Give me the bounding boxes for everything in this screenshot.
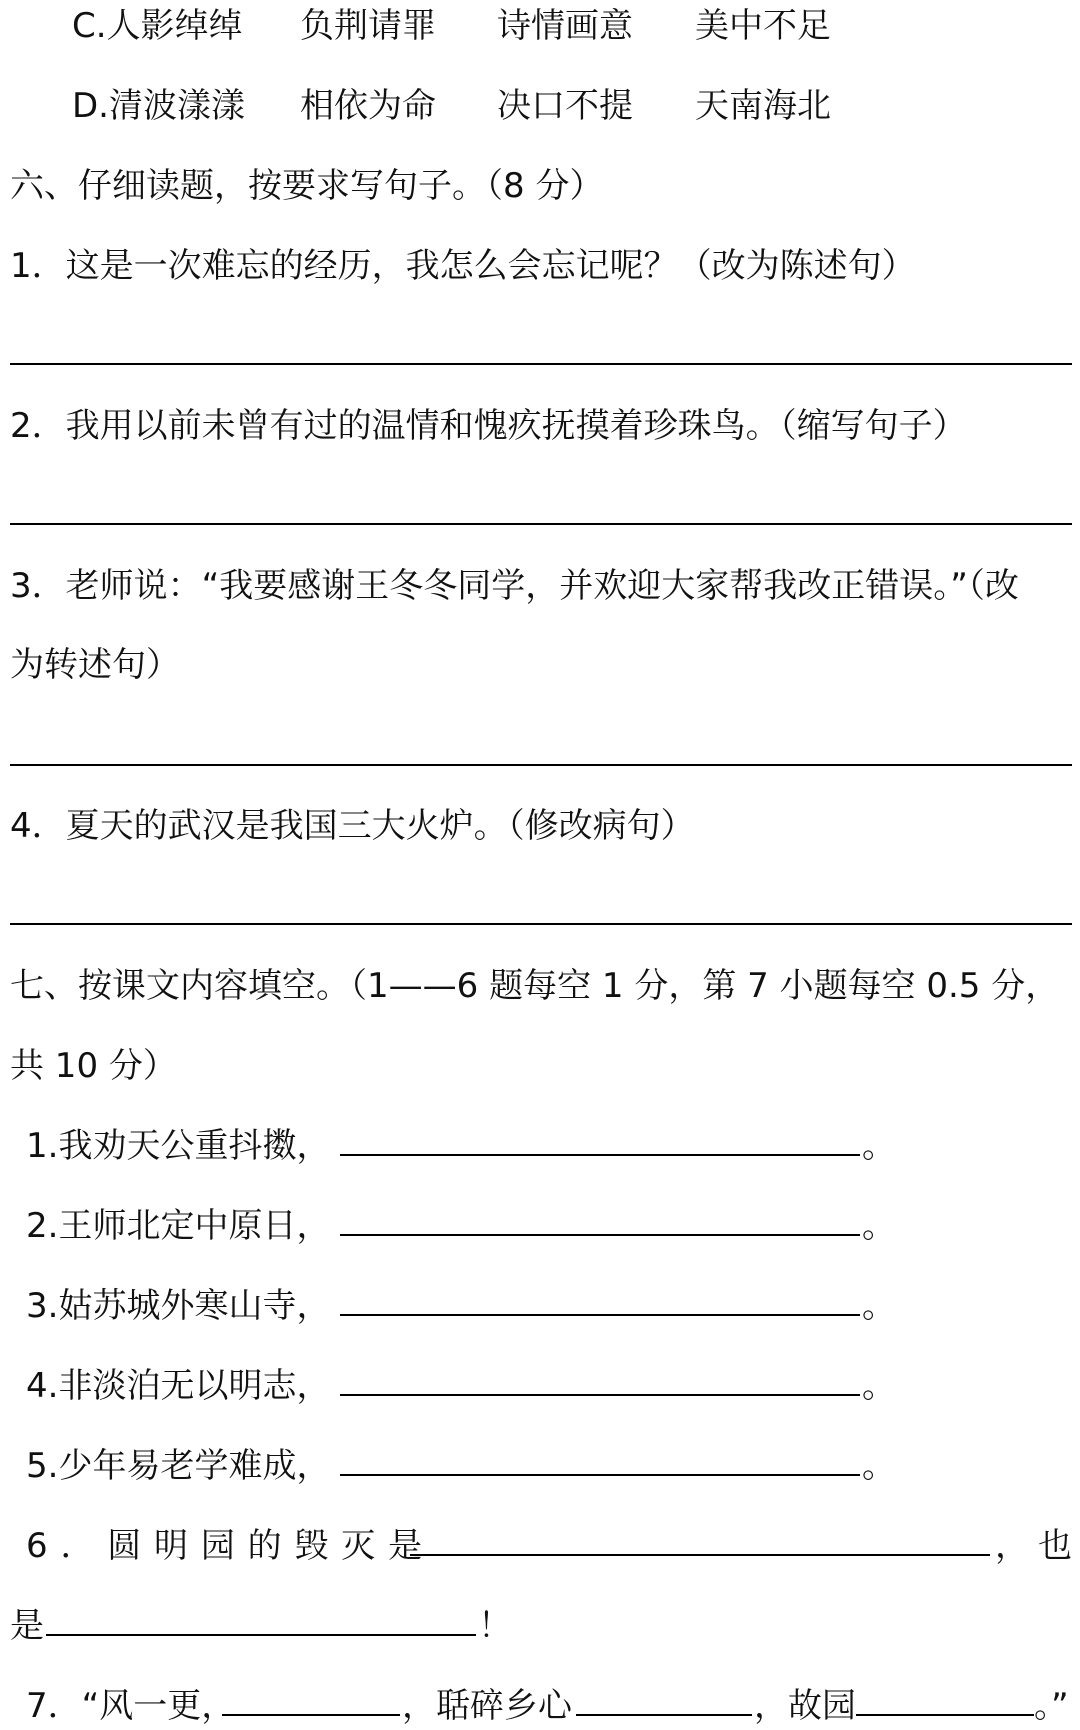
option-c-item-1: 负荆请罪 bbox=[300, 6, 436, 46]
fill-item-7-d: 。” bbox=[1034, 1686, 1069, 1726]
fill-item-7-a: 7．“风一更， bbox=[26, 1686, 236, 1726]
section6-q4: 4．夏天的武汉是我国三大火炉。（修改病句） bbox=[10, 806, 695, 846]
fill-blank-6b[interactable] bbox=[46, 1604, 476, 1636]
option-d-item-3: 天南海北 bbox=[695, 86, 831, 126]
section7-title-line2: 共 10 分） bbox=[10, 1046, 177, 1086]
section6-q1: 1．这是一次难忘的经历，我怎么会忘记呢？（改为陈述句） bbox=[10, 246, 916, 286]
section6-q3-line1: 3．老师说：“我要感谢王冬冬同学，并欢迎大家帮我改正错误。”（改 bbox=[10, 566, 1019, 606]
section6-title: 六、仔细读题，按要求写句子。（8 分） bbox=[10, 166, 604, 206]
fill-blank-4[interactable] bbox=[340, 1364, 860, 1396]
fill-blank-3[interactable] bbox=[340, 1284, 860, 1316]
section6-q3-line2: 为转述句） bbox=[10, 645, 180, 685]
fill-item-6-ye: 也 bbox=[1038, 1526, 1072, 1566]
fill-period-2: 。 bbox=[862, 1206, 896, 1246]
fill-period-4: 。 bbox=[862, 1366, 896, 1406]
fill-item-5-text: 5.少年易老学难成， bbox=[26, 1446, 331, 1486]
option-c-label: C.人影绰绰 bbox=[72, 6, 243, 46]
fill-period-5: 。 bbox=[862, 1446, 896, 1486]
fill-period-1: 。 bbox=[862, 1126, 896, 1166]
option-d-item-2: 决口不提 bbox=[497, 86, 633, 126]
option-d-label: D.清波漾漾 bbox=[72, 86, 245, 126]
fill-item-6-shi: 是 bbox=[10, 1606, 44, 1646]
fill-item-7-b: ，聒碎乡心 bbox=[402, 1686, 572, 1726]
option-c-item-3: 美中不足 bbox=[695, 6, 831, 46]
fill-item-3-text: 3.姑苏城外寒山寺， bbox=[26, 1286, 331, 1326]
option-d-item-1: 相依为命 bbox=[300, 86, 436, 126]
section7-title-line1: 七、按课文内容填空。（1——6 题每空 1 分，第 7 小题每空 0.5 分， bbox=[10, 966, 1060, 1006]
answer-line-q2[interactable] bbox=[10, 523, 1072, 525]
option-c-item-2: 诗情画意 bbox=[497, 6, 633, 46]
fill-item-6-comma: ， bbox=[995, 1526, 1029, 1566]
fill-blank-7b[interactable] bbox=[576, 1684, 752, 1716]
fill-blank-5[interactable] bbox=[340, 1444, 860, 1476]
fill-period-3: 。 bbox=[862, 1286, 896, 1326]
fill-item-4-text: 4.非淡泊无以明志， bbox=[26, 1366, 331, 1406]
fill-item-7-c: ，故园 bbox=[754, 1686, 856, 1726]
fill-blank-6a[interactable] bbox=[410, 1524, 990, 1556]
answer-line-q3[interactable] bbox=[10, 764, 1072, 766]
fill-item-1-text: 1.我劝天公重抖擞， bbox=[26, 1126, 331, 1166]
fill-blank-2[interactable] bbox=[340, 1204, 860, 1236]
fill-item-6-end: ！ bbox=[478, 1606, 512, 1646]
fill-blank-7a[interactable] bbox=[222, 1684, 400, 1716]
fill-blank-1[interactable] bbox=[340, 1124, 860, 1156]
fill-blank-7c[interactable] bbox=[856, 1684, 1034, 1716]
answer-line-q4[interactable] bbox=[10, 923, 1072, 925]
fill-item-6-text: 6 ． 圆 明 园 的 毁 灭 是 bbox=[26, 1526, 424, 1566]
section6-q2: 2．我用以前未曾有过的温情和愧疚抚摸着珍珠鸟。（缩写句子） bbox=[10, 406, 967, 446]
fill-item-2-text: 2.王师北定中原日， bbox=[26, 1206, 331, 1246]
answer-line-q1[interactable] bbox=[10, 363, 1072, 365]
